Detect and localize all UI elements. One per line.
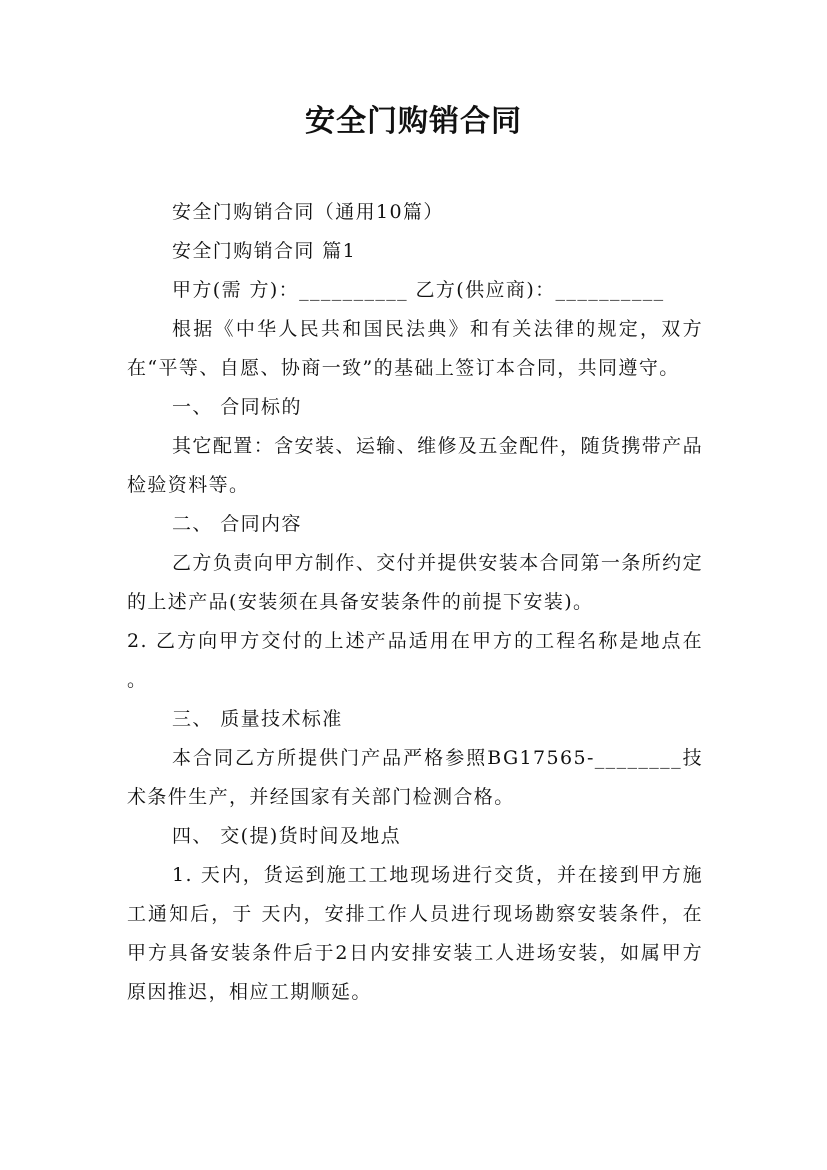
paragraph-project: 2. 乙方向甲方交付的上述产品适用在甲方的工程名称是地点在 。 (127, 630, 703, 691)
paragraph-content: 乙方负责向甲方制作、交付并提供安装本合同第一条所约定的上述产品(安装须在具备安装条件的前提下安装)。 (127, 552, 703, 613)
paragraph-config: 其它配置：含安装、运输、维修及五金配件，随货携带产品检验资料等。 (127, 435, 703, 496)
paragraph-subtitle: 安全门购销合同（通用10篇） (172, 201, 444, 223)
paragraph-parties: 甲方(需 方)：__________ 乙方(供应商)：__________ (172, 279, 665, 301)
document-title: 安全门购销合同 (305, 104, 522, 139)
paragraph-delivery: 1. 天内，货运到施工工地现场进行交货，并在接到甲方施工通知后，于 天内，安排工作人员进行现场勘察安装条件，在甲方具备安装条件后于2日内安排安装工人进场安装，如属甲方原因推迟，相应工期顺延。 (127, 864, 703, 1003)
clause-heading-3: 三、 质量技术标准 (172, 708, 343, 730)
paragraph-preamble: 根据《中华人民共和国民法典》和有关法律的规定，双方在“平等、自愿、协商一致”的基础上签订本合同，共同遵守。 (127, 318, 703, 379)
clause-heading-1: 一、 合同标的 (172, 396, 302, 418)
paragraph-section-heading: 安全门购销合同 篇1 (172, 240, 357, 262)
clause-heading-2: 二、 合同内容 (172, 513, 302, 535)
clause-heading-4: 四、 交(提)货时间及地点 (172, 825, 402, 847)
document-body (127, 193, 703, 1012)
paragraph-standard: 本合同乙方所提供门产品严格参照BG17565-________技术条件生产，并经国家有关部门检测合格。 (127, 747, 703, 808)
